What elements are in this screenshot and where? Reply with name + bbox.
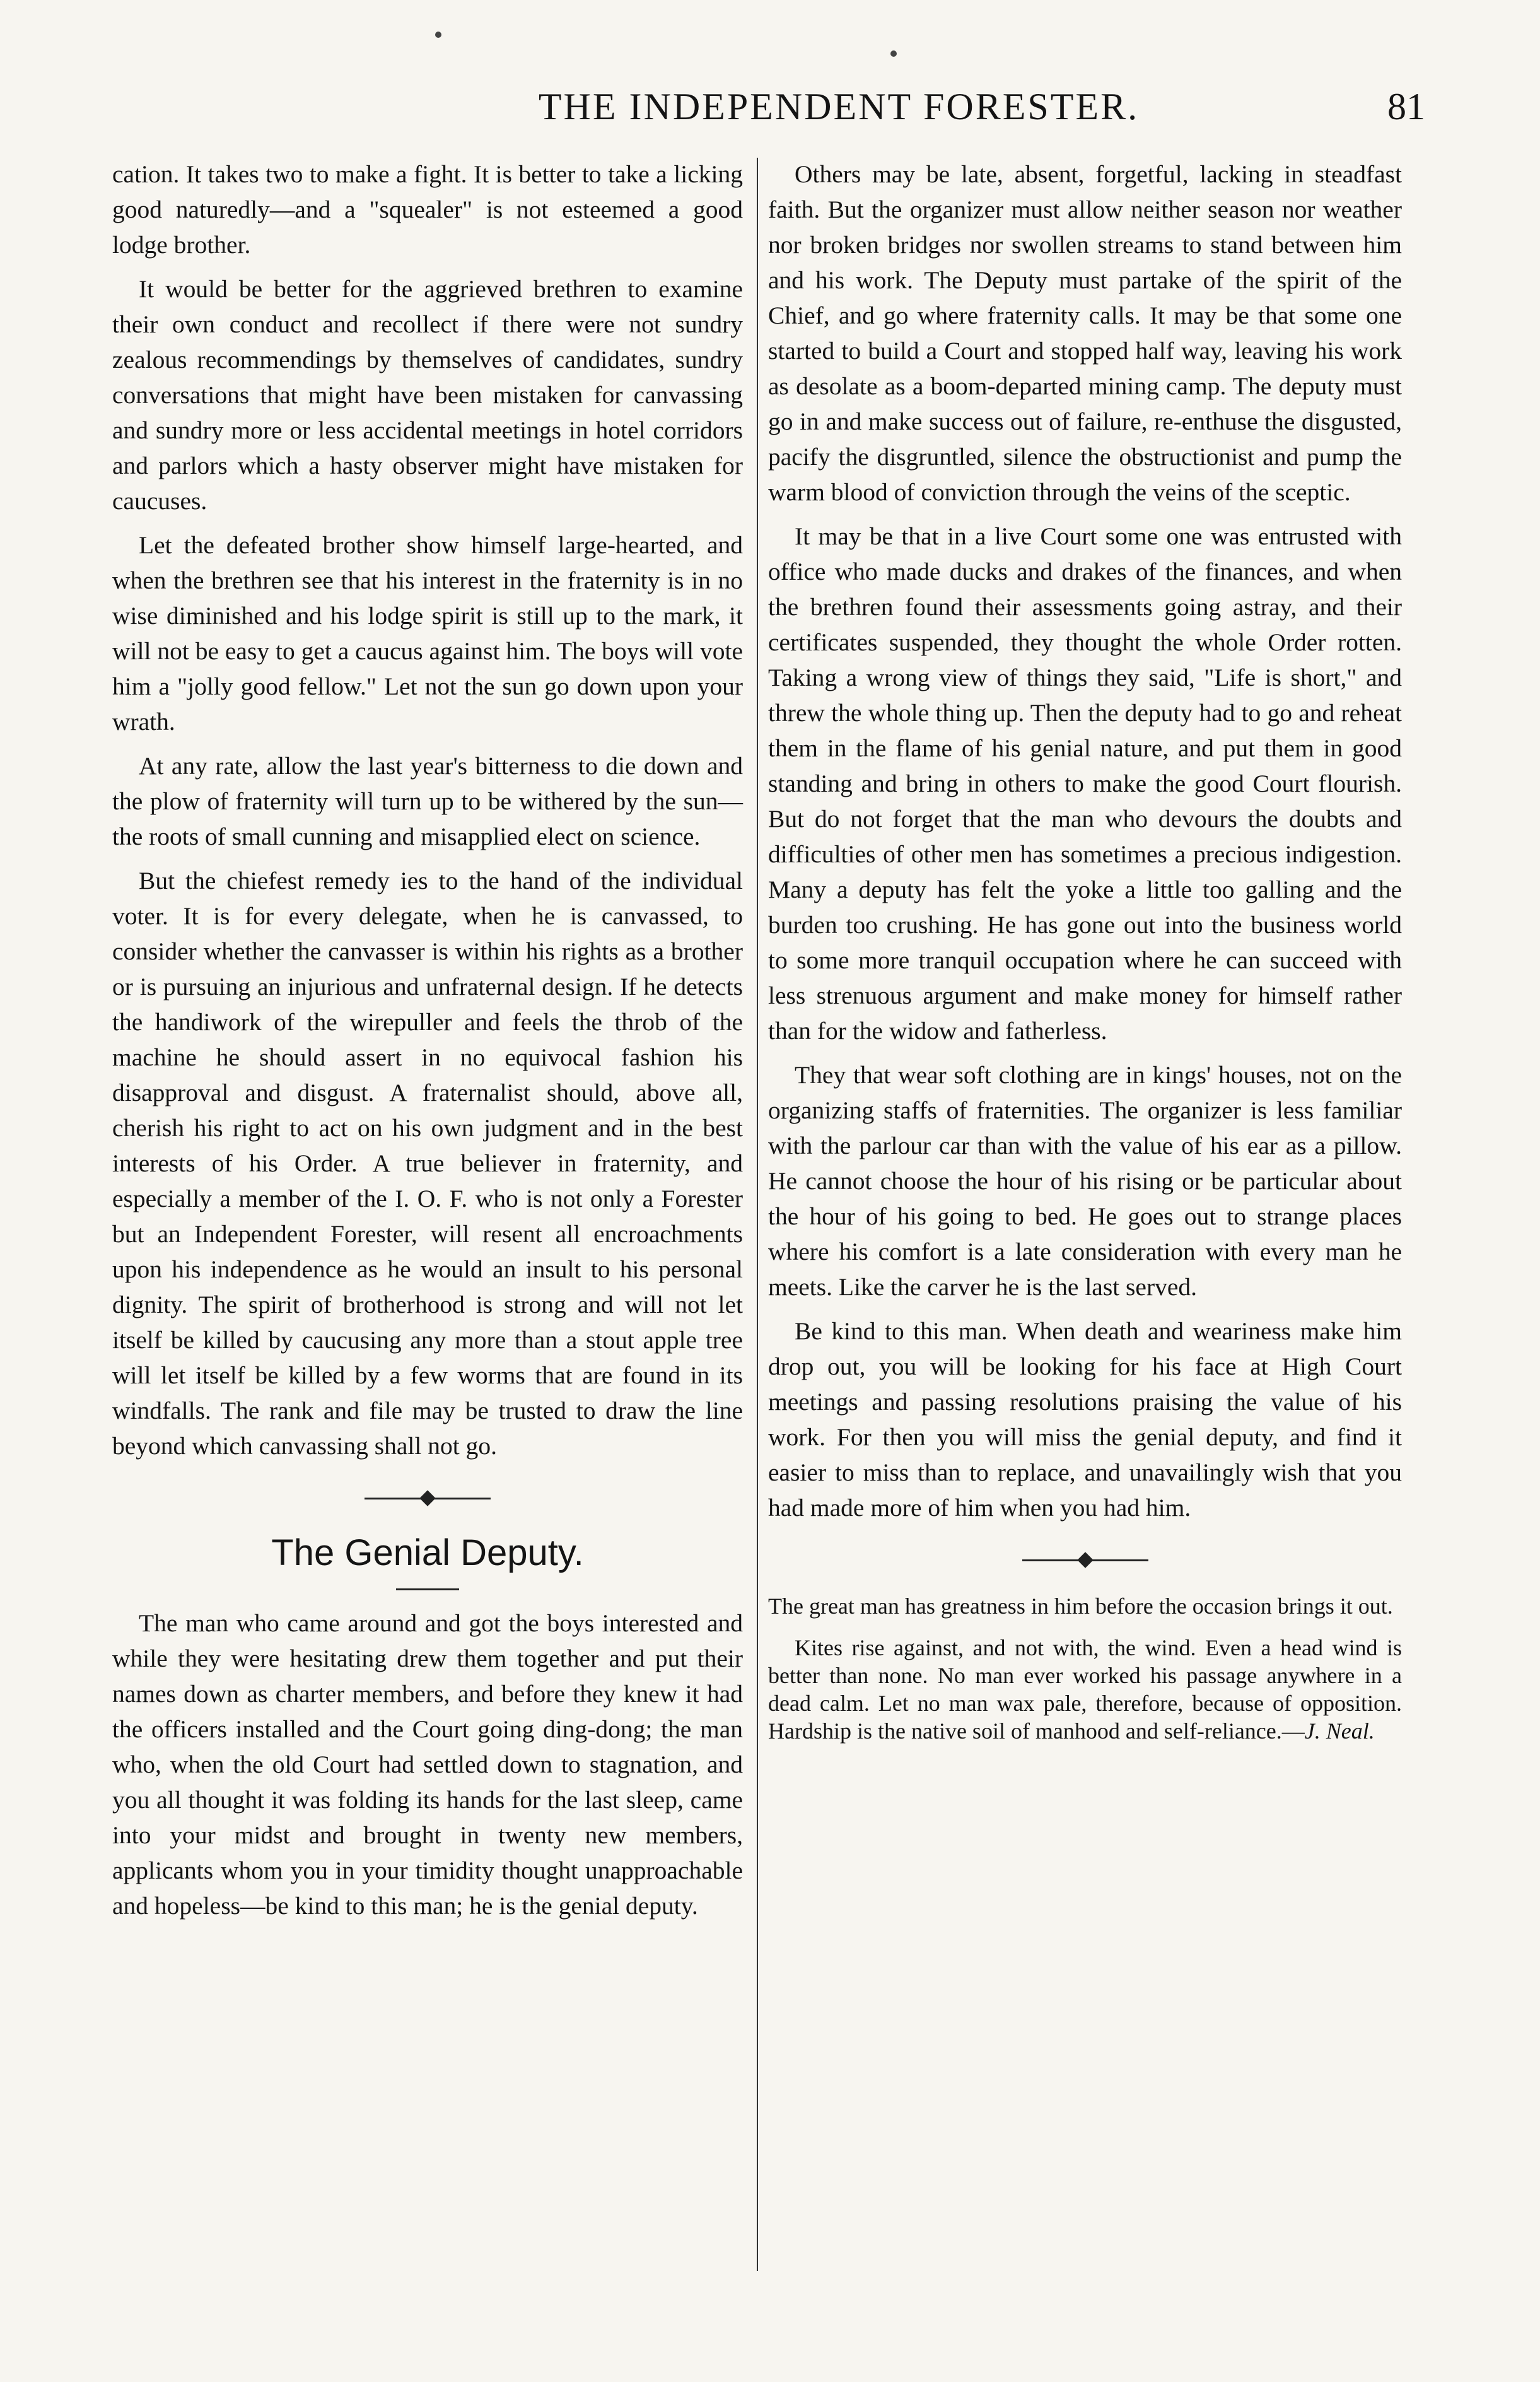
- section-divider: [768, 1548, 1402, 1573]
- paragraph: cation. It takes two to make a fight. It is better to take a licking good naturedly—and a "squealer" is not esteemed a good lodge brother.: [112, 160, 743, 259]
- paragraph: It would be better for the aggrieved brethren to examine their own conduct and recollect if there were not sundry zealous recommendings by themselves of candidates, sundry conversations that might have been mistaken for canvassing and sundry more or less accidental meetings in hotel corridors and parlors which a hasty observer might have mistaken for caucuses.: [112, 275, 743, 515]
- section-divider: [112, 1486, 743, 1511]
- left-column: [112, 156, 743, 1932]
- paragraph: The man who came around and got the boys interested and while they were hesitating drew them together and put their names down as charter members, and before they knew it had the officers installed and the Court going ding-dong; the man who, when the old Court had settled down to stagnation, and you all thought it was folding its hands for the last sleep, came into your midst and brought in twenty new members, applicants whom you in your timidity thought unapproachable and hopeless—be kind to this man; he is the genial deputy.: [112, 1609, 743, 1920]
- paragraph: At any rate, allow the last year's bitterness to die down and the plow of fraternity will turn up to be withered by the sun—the roots of small cunning and misapplied elect on science.: [112, 752, 743, 850]
- maxim-text: Kites rise against, and not with, the wind. Even a head wind is better than none. No man ever worked his passage anywhere in a dead calm. Let no man wax pale, therefore, because of opposition. Hardship is the native soil of manhood and self-reliance.—: [768, 1635, 1402, 1744]
- paragraph: Be kind to this man. When death and weariness make him drop out, you will be looking for his face at High Court meetings and passing resolutions praising the value of his work. For then you will miss the genial deputy, and find it easier to miss than to replace, and unavailingly wish that you had made more of him when you had him.: [768, 1317, 1402, 1522]
- column-rule: [757, 158, 758, 2271]
- paragraph: But the chiefest remedy ies to the hand of the individual voter. It is for every delegate, when he is canvassed, to consider whether the canvasser is within his rights as a brother or is pursuing an injurious and unfraternal design. If he detects the handiwork of the wirepuller and feels the throb of the machine he should assert in no equivocal fashion his disapproval and disgust. A fraternalist should, above all, cherish his right to act on his own judgment and in the best interests of his Order. A true believer in fraternity, and especially a member of the I. O. F. who is not only a Forester but an Independent Forester, will resent all encroachments upon his independence as he would an insult to his personal dignity. The spirit of brotherhood is strong and will not let itself be killed by caucusing any more than a stout apple tree will let itself be killed by a few worms that are found in its windfalls. The rank and file may be trusted to draw the line beyond which canvassing shall not go.: [112, 867, 743, 1460]
- right-column: [768, 156, 1402, 1759]
- paragraph: They that wear soft clothing are in kings' houses, not on the organizing staffs of fraternities. The organizer is less familiar with the parlour car than with the value of his ear as a pillow. He cannot choose the hour of his rising or be particular about the hour of his going to bed. He goes out to strange places where his comfort is a late consideration with every man he meets. Like the carver he is the last served.: [768, 1061, 1402, 1301]
- page-number: 81: [1387, 86, 1425, 127]
- running-title: THE INDEPENDENT FORESTER.: [538, 86, 1140, 127]
- maxim: [768, 1634, 1402, 1745]
- print-speck: [890, 50, 897, 57]
- paragraph: Let the defeated brother show himself large-hearted, and when the brethren see that his interest in the fraternity is in no wise diminished and his lodge spirit is still up to the mark, it will not be easy to get a caucus against him. The boys will vote him a "jolly good fellow." Let not the sun go down upon your wrath.: [112, 531, 743, 736]
- print-speck: [435, 32, 441, 38]
- page-header: [107, 85, 1425, 136]
- paragraph: Others may be late, absent, forgetful, lacking in steadfast faith. But the organizer must allow neither season nor weather nor broken bridges nor swollen streams to stand between him and his work. The Deputy must partake of the spirit of the Chief, and go where fraternity calls. It may be that some one started to build a Court and stopped half way, leaving his work as desolate as a boom-departed mining camp. The deputy must go in and make success out of failure, re-enthuse the disgusted, pacify the disgruntled, silence the obstructionist and pump the warm blood of conviction through the veins of the sceptic.: [768, 160, 1402, 506]
- maxim-author: J. Neal.: [1304, 1718, 1375, 1744]
- article-title: The Genial Deputy.: [271, 1532, 584, 1573]
- paragraph: It may be that in a live Court some one was entrusted with office who made ducks and drakes of the finances, and when the brethren found their assessments going astray, and their certificates suspended, they thought the whole Order rotten. Taking a wrong view of things they said, "Life is short," and threw the whole thing up. Then the deputy had to go and reheat them in the flame of his genial nature, and put them in good standing and bring in others to make the good Court flourish. But do not forget that the man who devours the doubts and difficulties of other men has sometimes a precious indigestion. Many a deputy has felt the yoke a little too galling and the burden too crushing. He has gone out into the business world to some more tranquil occupation where he can succeed with less strenuous argument and make money for himself rather than for the widow and fatherless.: [768, 522, 1402, 1045]
- maxim: The great man has greatness in him before the occasion brings it out.: [768, 1593, 1393, 1619]
- title-rule: [396, 1588, 459, 1590]
